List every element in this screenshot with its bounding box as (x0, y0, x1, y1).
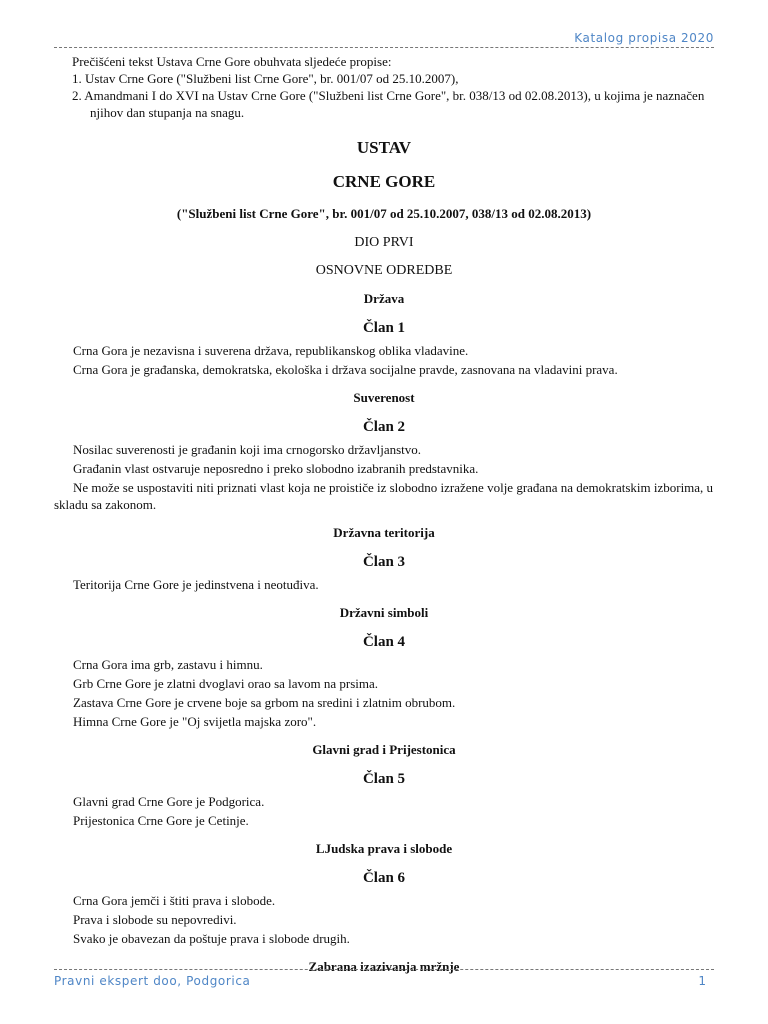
article-paragraph: Crna Gora je građanska, demokratska, ekološka i država socijalne pravde, zasnovana na vladavini prava. (73, 362, 618, 377)
article-paragraph: Prava i slobode su nepovredivi. (73, 912, 237, 927)
part-name: OSNOVNE ODREDBE (315, 263, 453, 278)
page-number: 1 (698, 974, 706, 988)
document-subtitle: CRNE GORE (332, 172, 436, 191)
article-number: Član 5 (362, 771, 406, 787)
article-paragraph: Nosilac suverenosti je građanin koji ima crnogorsko državljanstvo. (73, 442, 422, 457)
article-number: Član 4 (362, 634, 406, 650)
article-number: Član 1 (362, 320, 406, 336)
section-heading: Državni simboli (339, 605, 429, 620)
article-paragraph: Prijestonica Crne Gore je Cetinje. (73, 813, 249, 828)
article-paragraph: Grb Crne Gore je zlatni dvoglavi orao sa lavom na prsima. (73, 676, 379, 691)
article-number: Član 6 (362, 870, 406, 886)
article-paragraph: Crna Gora je nezavisna i suverena država, republikanskog oblika vladavine. (73, 343, 469, 358)
article-number: Član 2 (362, 419, 406, 435)
article-paragraph: Ne može se uspostaviti niti priznati vlast koja ne proističe iz slobodno izražene volje građana na demokratskim izborima, u skladu sa zakonom. (54, 480, 714, 512)
section-heading: Država (363, 291, 405, 306)
article-paragraph: Teritorija Crne Gore je jedinstvena i neotuđiva. (73, 577, 319, 592)
article-number: Član 3 (362, 554, 406, 570)
section-heading: Suverenost (353, 390, 415, 405)
intro-list-item: 1. Ustav Crne Gore ("Službeni list Crne Gore", br. 001/07 od 25.10.2007), (72, 71, 459, 86)
article-paragraph: Glavni grad Crne Gore je Podgorica. (73, 794, 265, 809)
document-body (54, 53, 714, 975)
document-title: USTAV (356, 138, 412, 157)
gazette-reference: ("Službeni list Crne Gore", br. 001/07 od 25.10.2007, 038/13 od 02.08.2013) (176, 206, 592, 221)
article-paragraph: Građanin vlast ostvaruje neposredno i preko slobodno izabranih predstavnika. (73, 461, 479, 476)
article-paragraph: Crna Gora ima grb, zastavu i himnu. (73, 657, 263, 672)
header-divider (54, 47, 714, 48)
article-paragraph: Svako je obavezan da poštuje prava i slobode drugih. (73, 931, 350, 946)
header-title: Katalog propisa 2020 (574, 31, 714, 45)
article-paragraph: Crna Gora jemči i štiti prava i slobode. (73, 893, 276, 908)
intro-list-item: 2. Amandmani I do XVI na Ustav Crne Gore ("Službeni list Crne Gore", br. 038/13 od 02.08.2013), u kojima je naznačen njihov dan stupanja na snagu. (72, 88, 705, 120)
part-title: DIO PRVI (354, 235, 414, 250)
section-heading: LJudska prava i slobode (315, 841, 453, 856)
article-paragraph: Zastava Crne Gore je crvene boje sa grbom na sredini i zlatnim obrubom. (73, 695, 456, 710)
footer-publisher: Pravni ekspert doo, Podgorica (54, 974, 251, 988)
section-heading: Glavni grad i Prijestonica (312, 742, 456, 757)
section-heading: Državna teritorija (333, 525, 435, 540)
article-paragraph: Himna Crne Gore je "Oj svijetla majska zoro". (73, 714, 317, 729)
section-heading: Zabrana izazivanja mržnje (308, 959, 460, 974)
intro-lead: Prečišćeni tekst Ustava Crne Gore obuhvata sljedeće propise: (72, 54, 392, 69)
footer-divider (54, 969, 714, 970)
